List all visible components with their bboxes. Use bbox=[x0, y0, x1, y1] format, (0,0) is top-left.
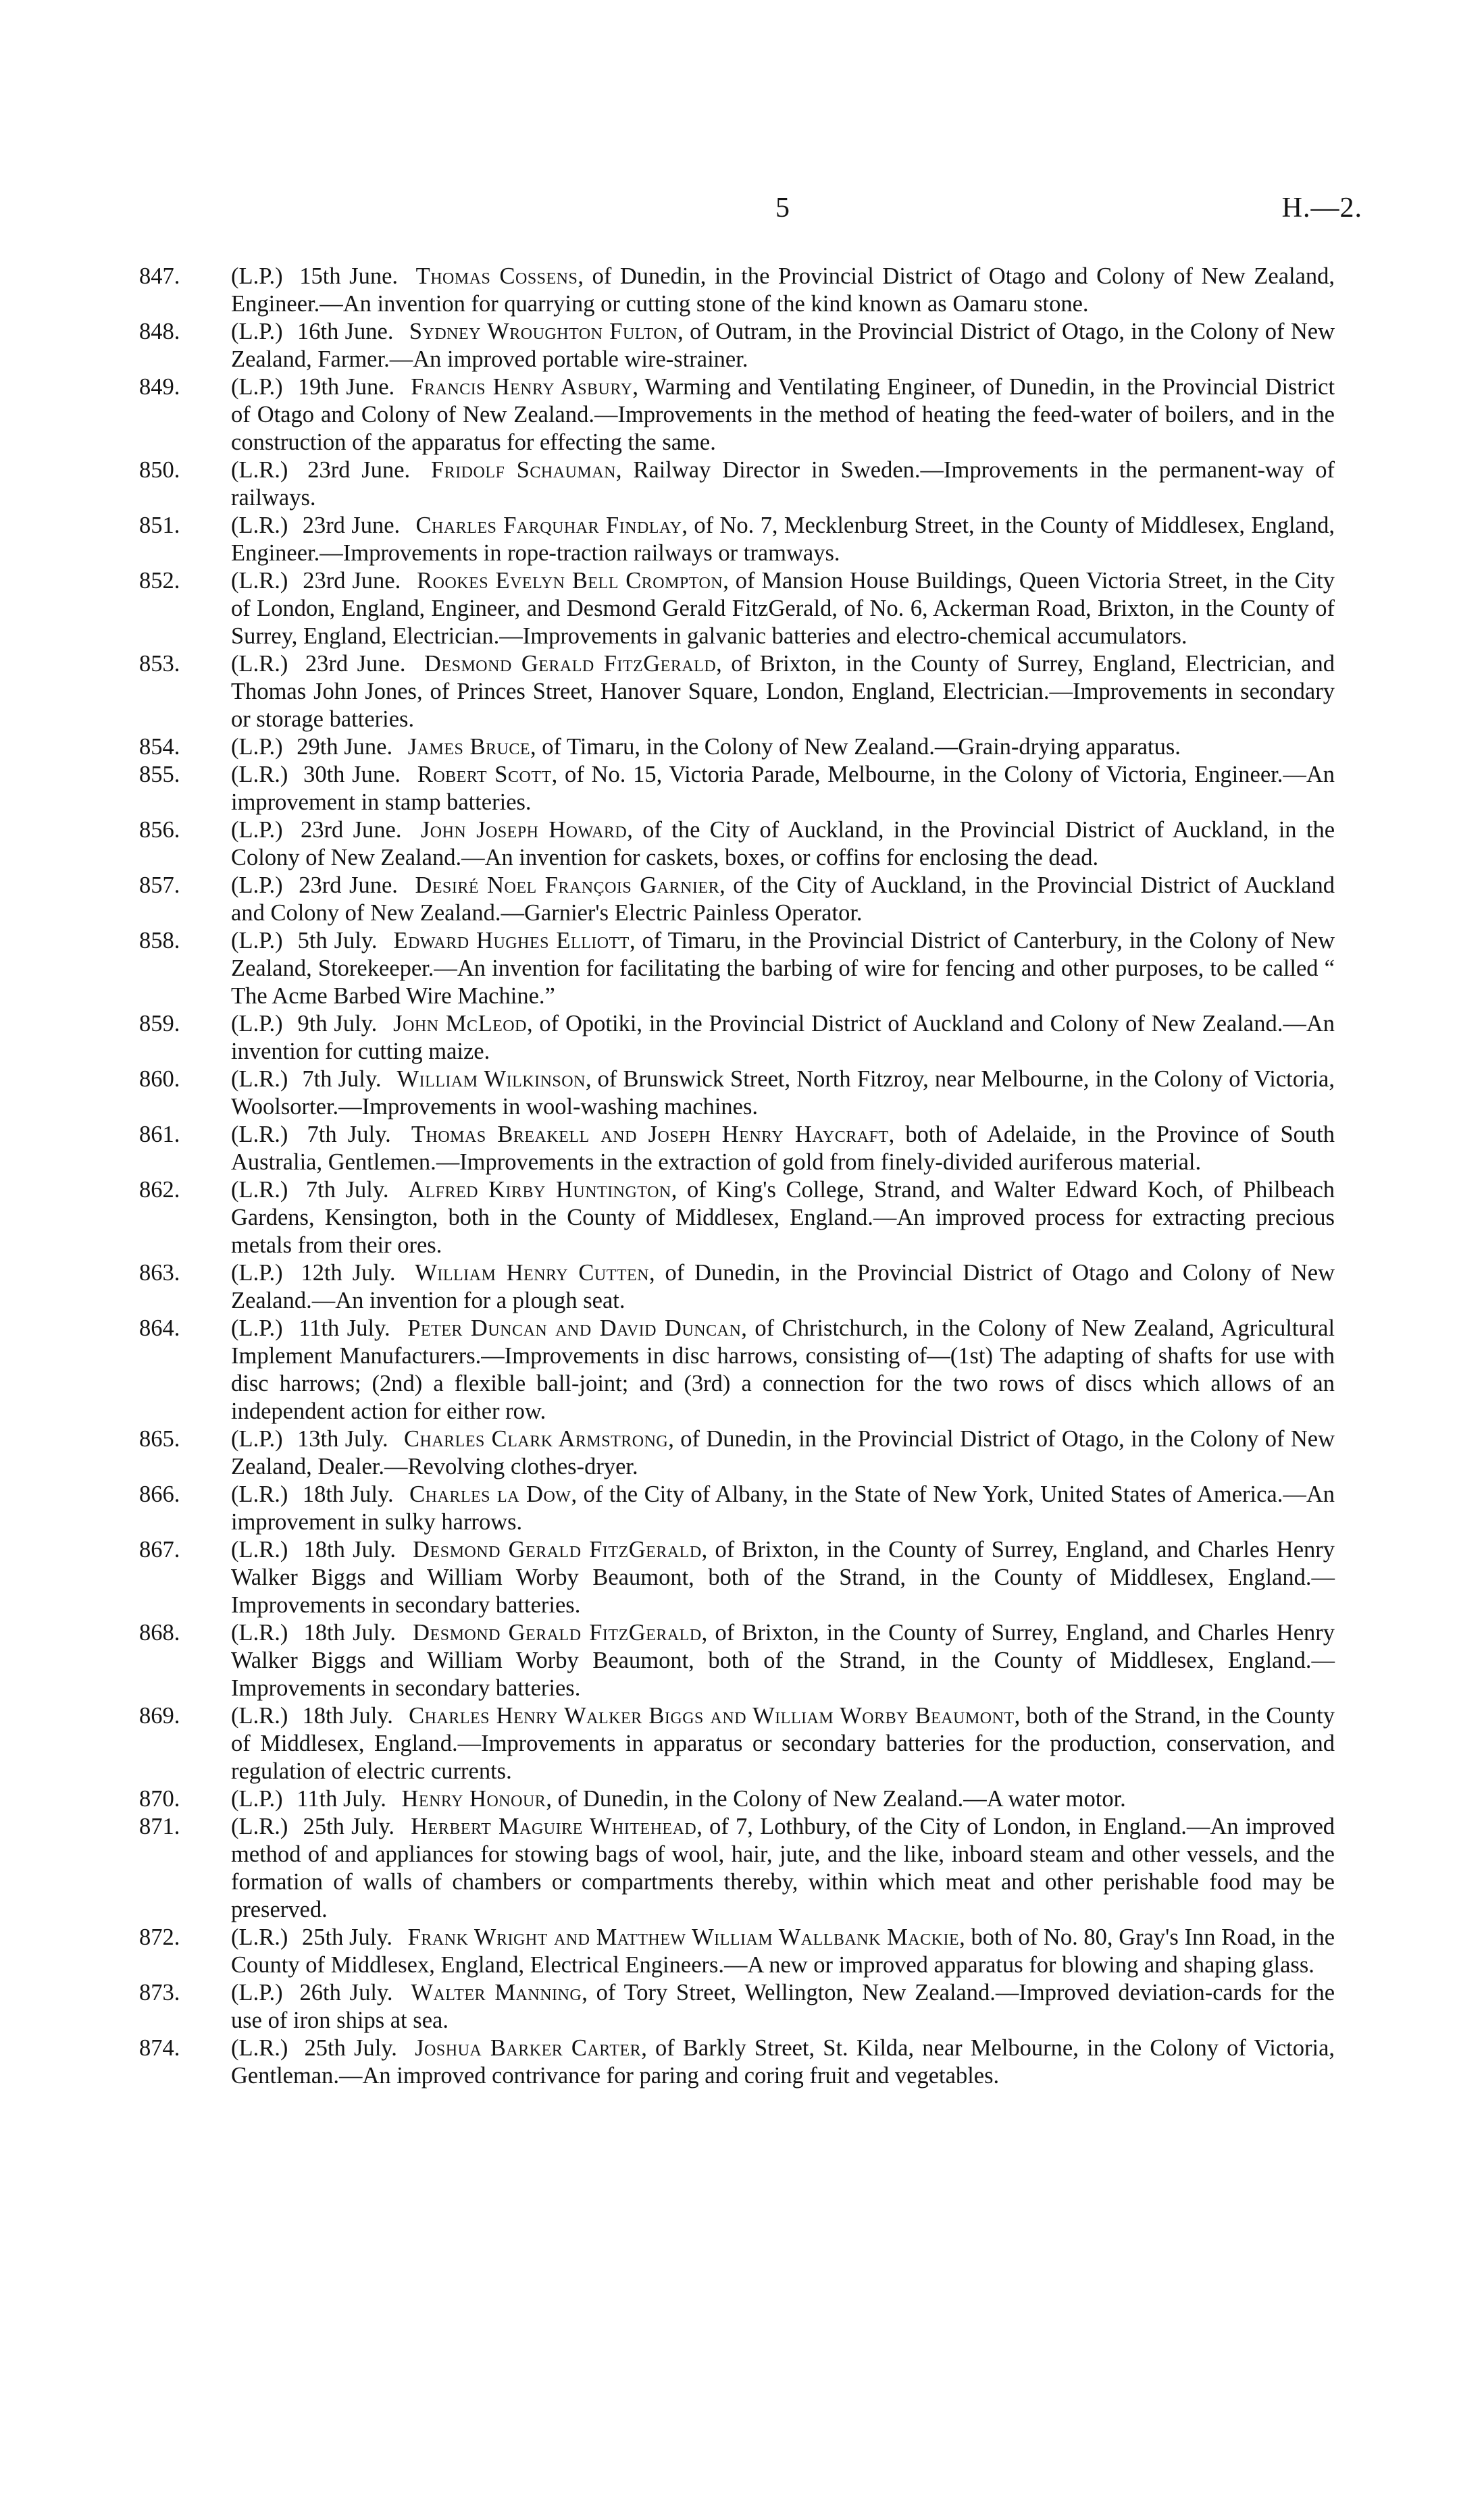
entry-applicant-names: Rookes Evelyn Bell Crompton bbox=[417, 568, 723, 594]
entry-licence-type: (L.R.) bbox=[231, 762, 288, 787]
patent-entry bbox=[139, 927, 1335, 1010]
patent-entry bbox=[139, 1481, 1335, 1536]
entry-date: 16th June. bbox=[297, 319, 394, 344]
entry-applicant-names: William Henry Cutten bbox=[415, 1260, 650, 1286]
entry-description: , of Dunedin, in the Provincial District of Otago, in the Colony of New Zealand, Dealer.—Revolving clothes-dryer. bbox=[231, 1426, 1335, 1479]
entry-licence-type: (L.P.) bbox=[231, 734, 283, 760]
patent-entry bbox=[139, 761, 1335, 816]
entry-licence-type: (L.P.) bbox=[231, 374, 283, 400]
entry-licence-type: (L.R.) bbox=[231, 568, 288, 594]
entry-licence-type: (L.P.) bbox=[231, 1426, 283, 1452]
entry-date: 7th July. bbox=[307, 1122, 391, 1147]
entry-date: 25th July. bbox=[303, 1814, 395, 1839]
entry-licence-type: (L.P.) bbox=[231, 1315, 283, 1341]
entry-applicant-names: Henry Honour bbox=[401, 1786, 546, 1812]
entry-number: 848. bbox=[139, 319, 180, 344]
page-reference: H.—2. bbox=[1281, 192, 1362, 224]
entry-date: 25th July. bbox=[302, 1924, 392, 1950]
entry-date: 11th July. bbox=[297, 1786, 386, 1812]
entry-date: 23rd June. bbox=[299, 872, 398, 898]
entry-date: 26th July. bbox=[299, 1980, 393, 2005]
entry-date: 13th July. bbox=[297, 1426, 388, 1452]
entry-licence-type: (L.R.) bbox=[231, 651, 288, 677]
entry-description: , of Brixton, in the County of Surrey, England, Electrician, and Thomas John Jones, of Princes Street, Hanover Square, London, England, Electrician.—Improvements in secondary or storage batteries. bbox=[231, 651, 1335, 732]
patent-entry bbox=[139, 512, 1335, 567]
entry-number: 863. bbox=[139, 1260, 180, 1286]
entry-number: 871. bbox=[139, 1814, 180, 1839]
entry-date: 18th July. bbox=[302, 1703, 393, 1729]
entry-date: 11th July. bbox=[299, 1315, 390, 1341]
entry-number: 860. bbox=[139, 1066, 180, 1092]
patent-entry bbox=[139, 1315, 1335, 1425]
entry-licence-type: (L.P.) bbox=[231, 1786, 283, 1812]
entry-date: 7th July. bbox=[302, 1066, 382, 1092]
entry-description: , of the City of Auckland, in the Provincial District of Auckland, in the Colony of New Zealand.—An invention for caskets, boxes, or coffins for enclosing the dead. bbox=[231, 817, 1335, 870]
entry-applicant-names: Desiré Noel François Garnier bbox=[415, 872, 720, 898]
patent-entry bbox=[139, 1924, 1335, 1979]
patent-entry bbox=[139, 1979, 1335, 2035]
entry-description: , of Dunedin, in the Provincial District of Otago and Colony of New Zealand, Engineer.—An invention for quarrying or cutting stone of the kind known as Oamaru stone. bbox=[231, 263, 1335, 317]
patent-entry bbox=[139, 1619, 1335, 1702]
entry-number: 847. bbox=[139, 263, 180, 289]
entry-description: , both of Adelaide, in the Province of South Australia, Gentlemen.—Improvements in the extraction of gold from finely-divided auriferous material. bbox=[231, 1122, 1335, 1175]
entry-date: 23rd June. bbox=[307, 457, 411, 483]
entry-number: 869. bbox=[139, 1703, 180, 1729]
entry-applicant-names: Thomas Cossens bbox=[415, 263, 578, 289]
entry-date: 15th June. bbox=[299, 263, 399, 289]
entry-licence-type: (L.P.) bbox=[231, 928, 283, 953]
patent-entry bbox=[139, 1066, 1335, 1121]
entry-number: 861. bbox=[139, 1122, 180, 1147]
patent-entry bbox=[139, 1010, 1335, 1066]
entry-licence-type: (L.R.) bbox=[231, 1066, 288, 1092]
patent-entry bbox=[139, 567, 1335, 650]
entry-applicant-names: Joshua Barker Carter bbox=[415, 2035, 642, 2061]
entry-licence-type: (L.R.) bbox=[231, 1924, 288, 1950]
entry-description: , of Tory Street, Wellington, New Zealand.—Improved deviation-cards for the use of iron ships at sea. bbox=[231, 1980, 1335, 2033]
entry-description: , of Mansion House Buildings, Queen Victoria Street, in the City of London, England, Engineer, and Desmond Gerald FitzGerald, of No. 6, Ackerman Road, Brixton, in the County of Surrey, England, Electrician.—Improvements in galvanic batteries and electro-chemical accumulators. bbox=[231, 568, 1335, 649]
entry-licence-type: (L.R.) bbox=[231, 1814, 288, 1839]
entry-description: , Railway Director in Sweden.—Improvements in the permanent-way of railways. bbox=[231, 457, 1335, 510]
entry-applicant-names: Frank Wright and Matthew William Wallbank Mackie bbox=[407, 1924, 960, 1950]
entry-number: 852. bbox=[139, 568, 180, 594]
entry-number: 855. bbox=[139, 762, 180, 787]
entry-applicant-names: Charles Farquhar Findlay bbox=[415, 513, 682, 538]
entry-licence-type: (L.P.) bbox=[231, 319, 283, 344]
entry-applicant-names: Edward Hughes Elliott bbox=[393, 928, 630, 953]
page-header bbox=[203, 188, 1362, 228]
entry-description: , of the City of Albany, in the State of New York, United States of America.—An improvement in sulky harrows. bbox=[231, 1481, 1335, 1535]
entry-date: 18th July. bbox=[302, 1481, 394, 1507]
patent-entry bbox=[139, 1176, 1335, 1259]
entry-number: 857. bbox=[139, 872, 180, 898]
entry-description: , of Brixton, in the County of Surrey, England, and Charles Henry Walker Biggs and William Worby Beaumont, both of the Strand, in the County of Middlesex, England.—Improvements in secondary batteries. bbox=[231, 1537, 1335, 1618]
entry-licence-type: (L.P.) bbox=[231, 817, 283, 843]
patent-entry bbox=[139, 263, 1335, 318]
entry-licence-type: (L.R.) bbox=[231, 1122, 288, 1147]
entry-description: , of Timaru, in the Provincial District of Canterbury, in the Colony of New Zealand, Storekeeper.—An invention for facilitating the barbing of wire for fencing and other purposes, to be called “ The Acme Barbed Wire Machine.” bbox=[231, 928, 1335, 1009]
entry-licence-type: (L.P.) bbox=[231, 872, 283, 898]
entry-number: 866. bbox=[139, 1481, 180, 1507]
entry-date: 23rd June. bbox=[303, 568, 401, 594]
entry-description: , of Brunswick Street, North Fitzroy, near Melbourne, in the Colony of Victoria, Woolsorter.—Improvements in wool-washing machines. bbox=[231, 1066, 1335, 1120]
entry-applicant-names: Fridolf Schauman bbox=[431, 457, 616, 483]
entry-licence-type: (L.R.) bbox=[231, 457, 288, 483]
entry-licence-type: (L.R.) bbox=[231, 1481, 288, 1507]
entry-description: , of Barkly Street, St. Kilda, near Melbourne, in the Colony of Victoria, Gentleman.—An improved contrivance for paring and coring fruit and vegetables. bbox=[231, 2035, 1335, 2089]
entry-number: 872. bbox=[139, 1924, 180, 1950]
entry-number: 873. bbox=[139, 1980, 180, 2005]
entry-number: 856. bbox=[139, 817, 180, 843]
entry-licence-type: (L.R.) bbox=[231, 1703, 288, 1729]
entry-licence-type: (L.R.) bbox=[231, 2035, 288, 2061]
patent-entry bbox=[139, 1121, 1335, 1176]
entry-date: 23rd June. bbox=[301, 817, 402, 843]
entry-number: 868. bbox=[139, 1620, 180, 1646]
entry-description: , of Brixton, in the County of Surrey, England, and Charles Henry Walker Biggs and William Worby Beaumont, both of the Strand, in the County of Middlesex, England.—Improvements in secondary batteries. bbox=[231, 1620, 1335, 1701]
entry-applicant-names: Charles la Dow bbox=[409, 1481, 571, 1507]
patent-entry bbox=[139, 2035, 1335, 2090]
entry-number: 859. bbox=[139, 1011, 180, 1036]
entry-number: 853. bbox=[139, 651, 180, 677]
entry-licence-type: (L.P.) bbox=[231, 1011, 283, 1036]
entry-description: , of Christchurch, in the Colony of New Zealand, Agricultural Implement Manufacturers.—Improvements in disc harrows, consisting of—(1st) The adapting of shafts for use with disc harrows; (2nd) a flexible ball-joint; and (3rd) a connection for the two rows of discs which allows of an independent action for either row. bbox=[231, 1315, 1335, 1424]
entry-applicant-names: Walter Manning bbox=[411, 1980, 582, 2005]
entry-applicant-names: Sydney Wroughton Fulton bbox=[409, 319, 678, 344]
entry-description: , of Outram, in the Provincial District of Otago, in the Colony of New Zealand, Farmer.—An improved portable wire-strainer. bbox=[231, 319, 1335, 372]
entry-description: , of King's College, Strand, and Walter Edward Koch, of Philbeach Gardens, Kensington, both in the County of Middlesex, England.—An improved process for extracting precious metals from their ores. bbox=[231, 1177, 1335, 1258]
entry-number: 849. bbox=[139, 374, 180, 400]
entry-number: 874. bbox=[139, 2035, 180, 2061]
entry-licence-type: (L.P.) bbox=[231, 1980, 283, 2005]
entry-applicant-names: Peter Duncan and David Duncan bbox=[407, 1315, 742, 1341]
entry-date: 18th July. bbox=[303, 1620, 396, 1646]
patent-entry bbox=[139, 1536, 1335, 1619]
entry-applicant-names: James Bruce bbox=[407, 734, 530, 760]
entry-number: 864. bbox=[139, 1315, 180, 1341]
entry-date: 5th July. bbox=[297, 928, 378, 953]
entry-applicant-names: Desmond Gerald FitzGerald bbox=[413, 1537, 702, 1563]
patent-entry bbox=[139, 733, 1335, 761]
entry-description: , of No. 7, Mecklenburg Street, in the County of Middlesex, England, Engineer.—Improvements in rope-traction railways or tramways. bbox=[231, 513, 1335, 566]
entry-applicant-names: Herbert Maguire Whitehead bbox=[411, 1814, 697, 1839]
patent-entry bbox=[139, 1259, 1335, 1315]
entry-applicant-names: Charles Clark Armstrong bbox=[403, 1426, 669, 1452]
entry-date: 30th June. bbox=[303, 762, 401, 787]
patent-entry bbox=[139, 318, 1335, 373]
entry-date: 18th July. bbox=[303, 1537, 396, 1563]
entry-applicant-names: Thomas Breakell and Joseph Henry Haycraft bbox=[411, 1122, 889, 1147]
entry-description: , of Dunedin, in the Provincial District of Otago and Colony of New Zealand.—An invention for a plough seat. bbox=[231, 1260, 1335, 1313]
entry-applicant-names: John Joseph Howard bbox=[420, 817, 628, 843]
entry-date: 12th July. bbox=[301, 1260, 396, 1286]
entry-date: 25th July. bbox=[304, 2035, 397, 2061]
entry-description: , of 7, Lothbury, of the City of London, in England.—An improved method of and appliances for stowing bags of wool, hair, jute, and the like, inboard steam and other vessels, and the formation of walls of chambers or compartments thereby, within which meat and other perishable food may be preserved. bbox=[231, 1814, 1335, 1922]
patent-entry bbox=[139, 373, 1335, 456]
page-number: 5 bbox=[775, 192, 790, 224]
entry-applicant-names: Charles Henry Walker Biggs and William Worby Beaumont bbox=[409, 1703, 1015, 1729]
entry-description: , of the City of Auckland, in the Provincial District of Auckland and Colony of New Zealand.—Garnier's Electric Painless Operator. bbox=[231, 872, 1335, 926]
patent-entry bbox=[139, 1425, 1335, 1481]
entry-description: , of Timaru, in the Colony of New Zealand.—Grain-drying apparatus. bbox=[530, 734, 1181, 760]
patent-entry bbox=[139, 1813, 1335, 1924]
patent-entry bbox=[139, 816, 1335, 872]
patent-entry-list bbox=[139, 263, 1335, 2090]
entry-number: 870. bbox=[139, 1786, 180, 1812]
entry-description: , of Dunedin, in the Colony of New Zealand.—A water motor. bbox=[546, 1786, 1126, 1812]
entry-description: , of Opotiki, in the Provincial District of Auckland and Colony of New Zealand.—An invention for cutting maize. bbox=[231, 1011, 1335, 1064]
entry-licence-type: (L.R.) bbox=[231, 513, 288, 538]
entry-date: 7th July. bbox=[305, 1177, 389, 1203]
entry-applicant-names: William Wilkinson bbox=[396, 1066, 586, 1092]
entry-date: 23rd June. bbox=[305, 651, 406, 677]
patent-entry bbox=[139, 1785, 1335, 1813]
entry-number: 862. bbox=[139, 1177, 180, 1203]
entry-number: 851. bbox=[139, 513, 180, 538]
entry-description: , both of the Strand, in the County of Middlesex, England.—Improvements in apparatus or secondary batteries for the production, conservation, and regulation of electric currents. bbox=[231, 1703, 1335, 1784]
entry-applicant-names: Desmond Gerald FitzGerald bbox=[413, 1620, 702, 1646]
patent-entry bbox=[139, 1702, 1335, 1785]
entry-date: 29th June. bbox=[297, 734, 393, 760]
entry-applicant-names: Francis Henry Asbury bbox=[411, 374, 633, 400]
entry-licence-type: (L.P.) bbox=[231, 1260, 283, 1286]
entry-description: , both of No. 80, Gray's Inn Road, in the County of Middlesex, England, Electrical Engineers.—A new or improved apparatus for blowing and shaping glass. bbox=[231, 1924, 1335, 1978]
entry-licence-type: (L.R.) bbox=[231, 1177, 288, 1203]
entry-licence-type: (L.R.) bbox=[231, 1620, 288, 1646]
patent-entry bbox=[139, 872, 1335, 927]
entry-description: , of No. 15, Victoria Parade, Melbourne, in the Colony of Victoria, Engineer.—An improvement in stamp batteries. bbox=[231, 762, 1335, 815]
entry-description: , Warming and Ventilating Engineer, of Dunedin, in the Provincial District of Otago and Colony of New Zealand.—Improvements in the method of heating the feed-water of boilers, and in the construction of the apparatus for effecting the same. bbox=[231, 374, 1335, 455]
entry-number: 867. bbox=[139, 1537, 180, 1563]
entry-number: 865. bbox=[139, 1426, 180, 1452]
entry-date: 19th June. bbox=[297, 374, 395, 400]
entry-applicant-names: John McLeod bbox=[393, 1011, 527, 1036]
entry-applicant-names: Desmond Gerald FitzGerald bbox=[424, 651, 717, 677]
entry-date: 9th July. bbox=[297, 1011, 378, 1036]
entry-licence-type: (L.R.) bbox=[231, 1537, 288, 1563]
entry-number: 854. bbox=[139, 734, 180, 760]
entry-number: 850. bbox=[139, 457, 180, 483]
entry-licence-type: (L.P.) bbox=[231, 263, 283, 289]
entry-applicant-names: Robert Scott bbox=[417, 762, 552, 787]
patent-entry bbox=[139, 456, 1335, 512]
entry-applicant-names: Alfred Kirby Huntington bbox=[408, 1177, 671, 1203]
entry-number: 858. bbox=[139, 928, 180, 953]
entry-date: 23rd June. bbox=[302, 513, 401, 538]
patent-entry bbox=[139, 650, 1335, 733]
